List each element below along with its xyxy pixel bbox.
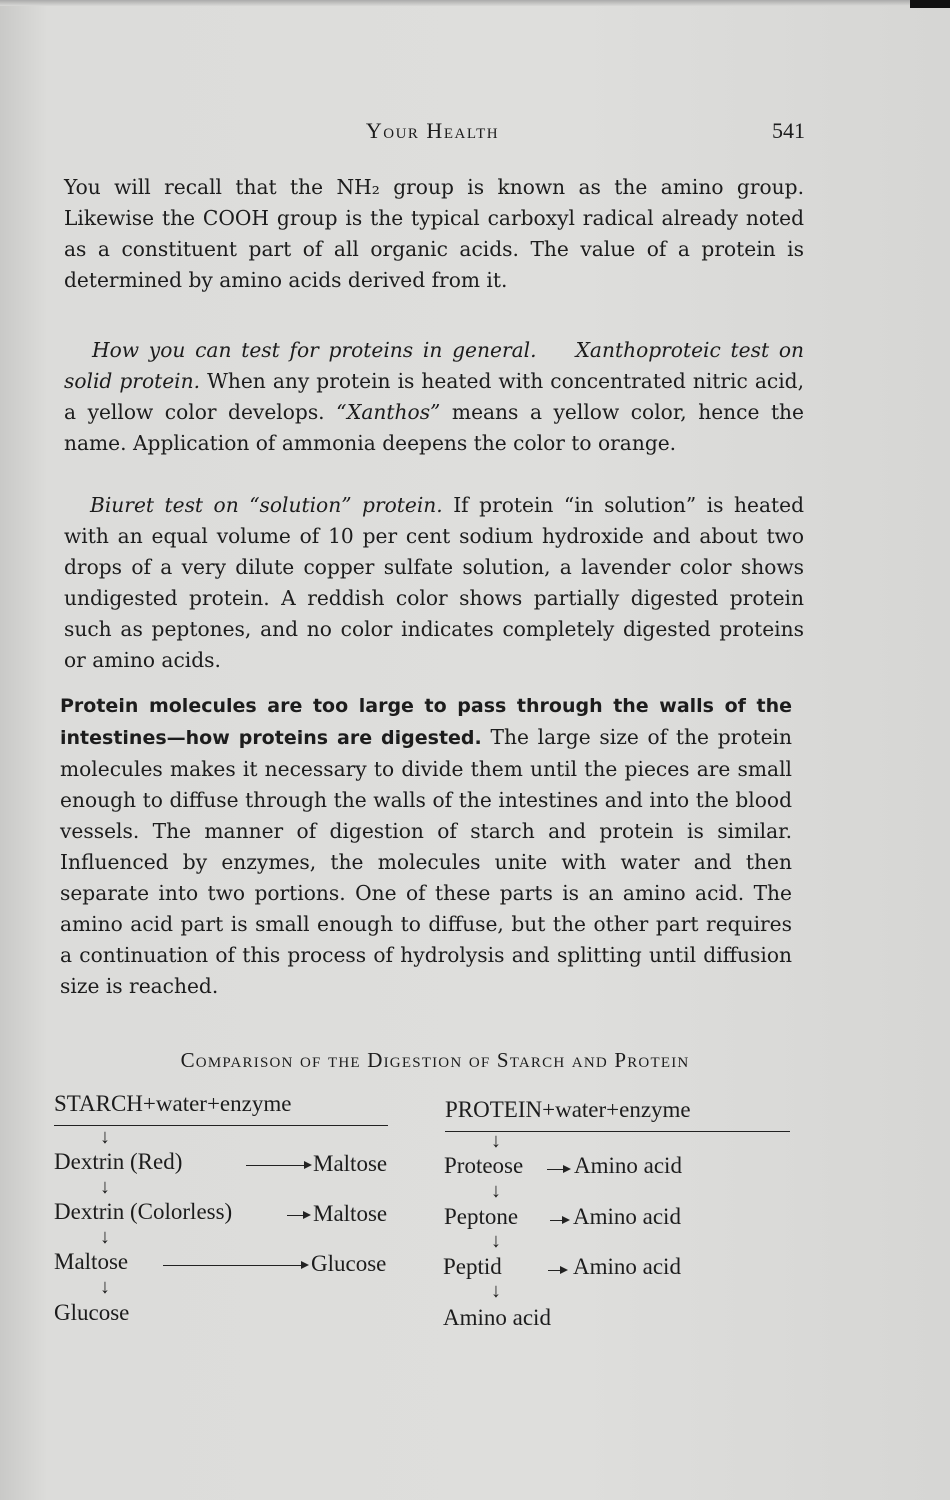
running-head: Your Health	[365, 118, 500, 143]
section-heading-protein-tests: How you can test for proteins in general.	[92, 338, 537, 362]
protein-h-arrowhead-2	[562, 1216, 570, 1224]
starch-step-3: Maltose	[54, 1249, 129, 1274]
protein-arrow-2: ↓	[491, 1180, 501, 1202]
starch-h-arrowhead-1	[304, 1161, 312, 1169]
starch-product-3: Glucose	[311, 1251, 387, 1276]
starch-heading: STARCH+water+enzyme	[54, 1091, 292, 1116]
protein-arrow-3: ↓	[491, 1230, 501, 1252]
protein-step-3: Peptid	[443, 1254, 502, 1279]
starch-step-2: Dextrin (Colorless)	[54, 1199, 233, 1224]
scan-corner	[910, 0, 950, 8]
starch-arrow-2: ↓	[100, 1176, 110, 1198]
protein-step-1: Proteose	[444, 1153, 524, 1178]
paragraph-biuret-test	[64, 490, 804, 676]
section-heading-protein-digestion: Protein molecules are too large to pass through the walls of the intestines—how proteins are digested.	[60, 695, 792, 749]
starch-step-1: Dextrin (Red)	[54, 1149, 183, 1174]
xanthoproteic-text-a: When any protein is heated with concentrated nitric acid, a yellow color develops.	[64, 369, 804, 424]
starch-product-2: Maltose	[313, 1201, 388, 1226]
protein-h-arrowhead-1	[563, 1165, 571, 1173]
protein-arrow-4: ↓	[491, 1280, 501, 1302]
protein-digestion-text: The large size of the protein molecules makes it necessary to divide them until the pieces are small enough to diffuse through the walls of the intestines and into the blood vessels. The manner of digestion of starch and protein is similar. Influenced by enzymes, the molecules unite with water and then separate into two portions. One of these parts is an amino acid. The amino acid part is small enough to diffuse, but the other part requires a continuation of this process of hydrolysis and splitting until diffusion size is reached.	[60, 725, 792, 998]
starch-h-arrowhead-3	[301, 1261, 309, 1269]
subheading-xanthoproteic: Xanthoproteic test on solid protein.	[64, 338, 804, 393]
protein-arrow-1: ↓	[491, 1130, 501, 1152]
protein-product-2: Amino acid	[573, 1204, 681, 1229]
biuret-text: If protein “in solution” is heated with an equal volume of 10 per cent sodium hydroxide and about two drops of a very dilute copper sulfate solution, a lavender color shows undigested protein. A reddish color shows partially digested protein such as peptones, and no color indicates completely digested proteins or amino acids.	[64, 493, 804, 672]
starch-arrow-3: ↓	[100, 1226, 110, 1248]
paragraph-amino-group: You will recall that the NH₂ group is known as the amino group. Likewise the COOH group is the typical carboxyl radical already noted as a constituent part of all organic acids. The value of a protein is determined by amino acids derived from it.	[64, 175, 804, 292]
protein-heading: PROTEIN+water+enzyme	[445, 1097, 691, 1122]
starch-arrow-4: ↓	[100, 1276, 110, 1298]
protein-product-1: Amino acid	[574, 1153, 682, 1178]
protein-product-3: Amino acid	[573, 1254, 681, 1279]
starch-step-4: Glucose	[54, 1300, 130, 1325]
page-header	[60, 118, 805, 148]
subheading-biuret: Biuret test on “solution” protein.	[90, 493, 443, 517]
starch-h-arrowhead-2	[303, 1211, 311, 1219]
xanthoproteic-text-b: means a yellow color, hence the name. Application of ammonia deepens the color to orange.	[64, 400, 805, 455]
page-number: 541	[772, 118, 805, 143]
protein-step-4: Amino acid	[443, 1305, 551, 1330]
comparison-title: Comparison of the Digestion of Starch and Protein	[180, 1048, 690, 1072]
starch-h-arrow-1	[246, 1165, 306, 1166]
paragraph-xanthoproteic-test	[64, 335, 804, 459]
protein-step-2: Peptone	[444, 1204, 519, 1229]
xanthos-term: “Xanthos”	[336, 400, 441, 424]
page-top-edge	[0, 0, 950, 6]
starch-arrow-1: ↓	[100, 1126, 110, 1148]
starch-h-arrow-3	[163, 1265, 303, 1266]
starch-product-1: Maltose	[313, 1151, 388, 1176]
paragraph-protein-digestion	[60, 690, 792, 1002]
protein-h-arrowhead-3	[560, 1266, 568, 1274]
digestion-comparison-diagram	[0, 1085, 950, 1345]
